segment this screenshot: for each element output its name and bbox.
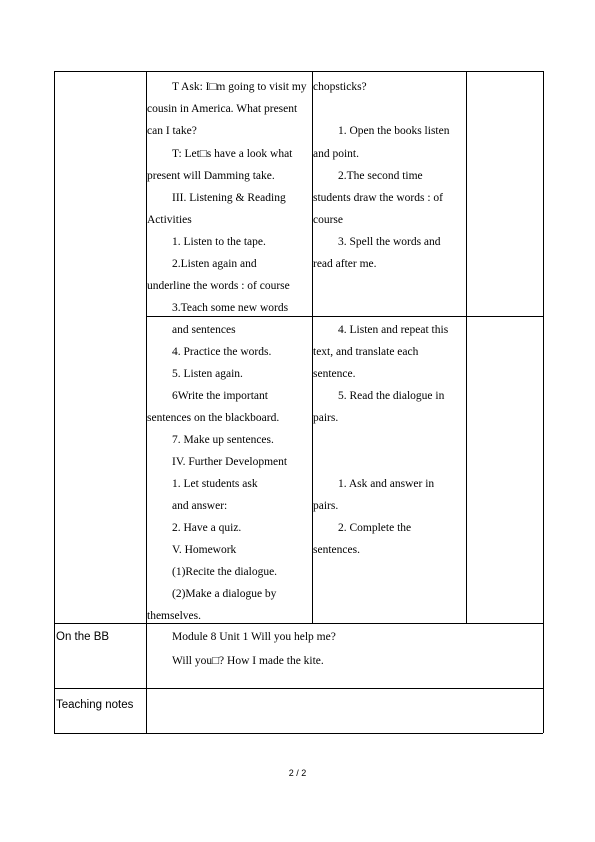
activity-line: 3. Spell the words and [338,236,441,248]
on-bb-line-1: Module 8 Unit 1 Will you help me? [172,631,336,643]
activity-line: read after me. [313,258,377,270]
activity-line: 2. Complete the [338,522,412,534]
step-line: Activities [147,214,192,226]
step-line: 4. Practice the words. [172,346,272,358]
step-line: T Ask: I□m going to visit my [172,81,307,93]
step-line: can I take? [147,125,197,137]
step-line: 3.Teach some new words [172,302,289,314]
activity-line: 5. Read the dialogue in [338,390,445,402]
step-line: sentences on the blackboard. [147,412,280,424]
on-bb-label: On the BB [56,631,110,643]
step-line: 6Write the important [172,390,268,402]
on-bb-line-2: Will you□? How I made the kite. [172,655,324,667]
step-line: III. Listening & Reading [172,192,286,204]
step-line: (2)Make a dialogue by [172,588,277,600]
table-border-right [543,71,544,733]
step-line: 5. Listen again. [172,368,243,380]
activity-line: pairs. [313,500,339,512]
teaching-notes-label: Teaching notes [56,699,134,711]
activity-line: students draw the words : of [313,192,443,204]
table-border-bottom [54,733,543,734]
step-line: themselves. [147,610,201,622]
step-line: 1. Listen to the tape. [172,236,266,248]
step-line: IV. Further Development [172,456,288,468]
step-line: 7. Make up sentences. [172,434,274,446]
page-number: 2 / 2 [288,768,307,778]
step-line: T: Let□s have a look what [172,148,293,160]
activity-line: sentences. [313,544,360,556]
step-line: and sentences [172,324,236,336]
step-line: underline the words : of course [147,280,290,292]
row-divider-3 [54,688,543,689]
row-divider-2 [54,623,543,624]
step-line: 1. Let students ask [172,478,258,490]
activity-line: sentence. [313,368,356,380]
activity-line: course [313,214,344,226]
step-line: (1)Recite the dialogue. [172,566,278,578]
activity-line: chopsticks? [313,81,367,93]
activity-line: text, and translate each [313,346,419,358]
step-line: cousin in America. What present [147,103,298,115]
activity-line: pairs. [313,412,339,424]
table-border-top [54,71,543,72]
table-border-left [54,71,55,733]
step-line: V. Homework [172,544,237,556]
step-line: present will Damming take. [147,170,275,182]
activity-line: 2.The second time [338,170,423,182]
step-line: and answer: [172,500,228,512]
activity-line: and point. [313,148,359,160]
step-line: 2. Have a quiz. [172,522,242,534]
col-divider-3 [466,71,467,623]
activity-line: 1. Open the books listen [338,125,450,137]
step-line: 2.Listen again and [172,258,257,270]
activity-line: 4. Listen and repeat this [338,324,449,336]
activity-line: 1. Ask and answer in [338,478,435,490]
